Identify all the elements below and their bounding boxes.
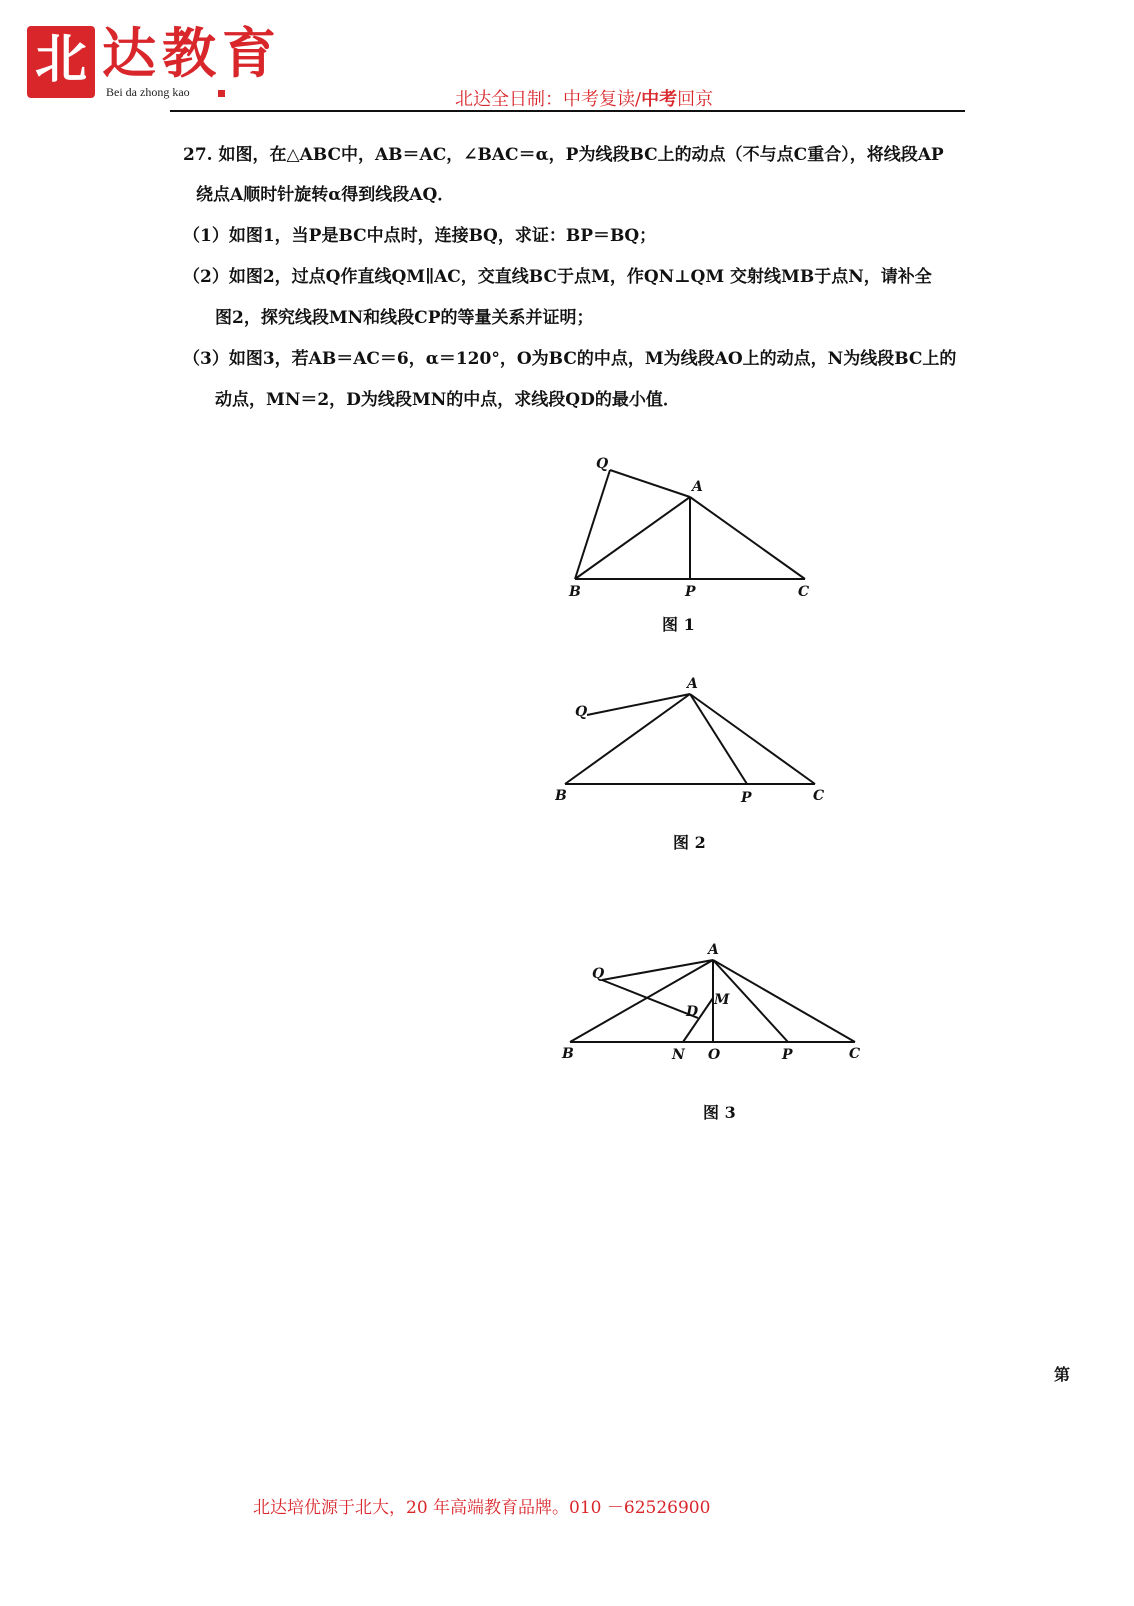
fig2-label-q: Q	[575, 704, 588, 720]
fig2-label-c: C	[813, 788, 825, 804]
fig3-label-p: P	[782, 1047, 793, 1063]
tagline-bold: 中考	[641, 89, 678, 110]
fig3-label-c: C	[849, 1046, 861, 1062]
problem-line: 动点，MN＝2，D为线段MN的中点，求线段QD的最小值．	[215, 390, 680, 410]
fig3-label-q: Q	[592, 966, 605, 982]
page-mark: 第	[1054, 1365, 1071, 1384]
fig2-label-a: A	[687, 676, 698, 692]
fig1-label-c: C	[798, 584, 810, 600]
fig2-label-p: P	[741, 790, 752, 806]
tagline-prefix: 北达全日制：中考复读/	[455, 89, 642, 110]
fig3-label-n: N	[672, 1047, 685, 1063]
problem-line: 绕点A顺时针旋转α得到线段AQ．	[196, 185, 455, 205]
logo-name: 达教育	[102, 21, 282, 85]
logo-pinyin: Bei da zhong kao	[106, 85, 190, 99]
fig3-label-o: O	[708, 1047, 721, 1063]
problem-line: （1）如图1，当P是BC中点时，连接BQ，求证：BP＝BQ；	[183, 226, 657, 246]
logo	[27, 26, 95, 98]
fig3-label-m: M	[714, 992, 730, 1008]
header-rule	[170, 110, 965, 112]
logo-dot	[218, 90, 225, 97]
fig1-label-b: B	[569, 584, 581, 600]
fig1-label-p: P	[685, 584, 696, 600]
fig3-label-a: A	[708, 942, 719, 958]
fig1-label-a: A	[692, 479, 703, 495]
fig2-label-b: B	[555, 788, 567, 804]
logo-char: 北	[34, 29, 87, 90]
problem-line: 图2，探究线段MN和线段CP的等量关系并证明；	[215, 308, 594, 328]
footer: 北达培优源于北大，20 年高端教育品牌。010 －62526900	[253, 1498, 711, 1518]
fig3-label-d: D	[686, 1004, 699, 1020]
figure-2-caption: 图 2	[673, 833, 706, 852]
figure-1	[560, 455, 830, 605]
fig3-label-b: B	[562, 1046, 574, 1062]
fig1-label-q: Q	[596, 456, 609, 472]
problem-line: （2）如图2，过点Q作直线QM∥AC，交直线BC于点M，作QN⊥QM 交射线MB于点N，请补全	[183, 267, 932, 287]
figure-3-caption: 图 3	[703, 1103, 736, 1122]
figure-3	[560, 942, 880, 1082]
figure-2	[555, 672, 835, 812]
tagline-suffix: 回京	[677, 89, 714, 110]
problem-line: 27. 如图，在△ABC中，AB＝AC，∠BAC＝α，P为线段BC上的动点（不与点C重合），将线段AP	[183, 145, 944, 165]
tagline	[455, 85, 713, 111]
figure-1-caption: 图 1	[662, 615, 695, 634]
problem-line: （3）如图3，若AB＝AC＝6，α＝120°，O为BC的中点，M为线段AO上的动点，N为线段BC上的	[183, 349, 957, 369]
